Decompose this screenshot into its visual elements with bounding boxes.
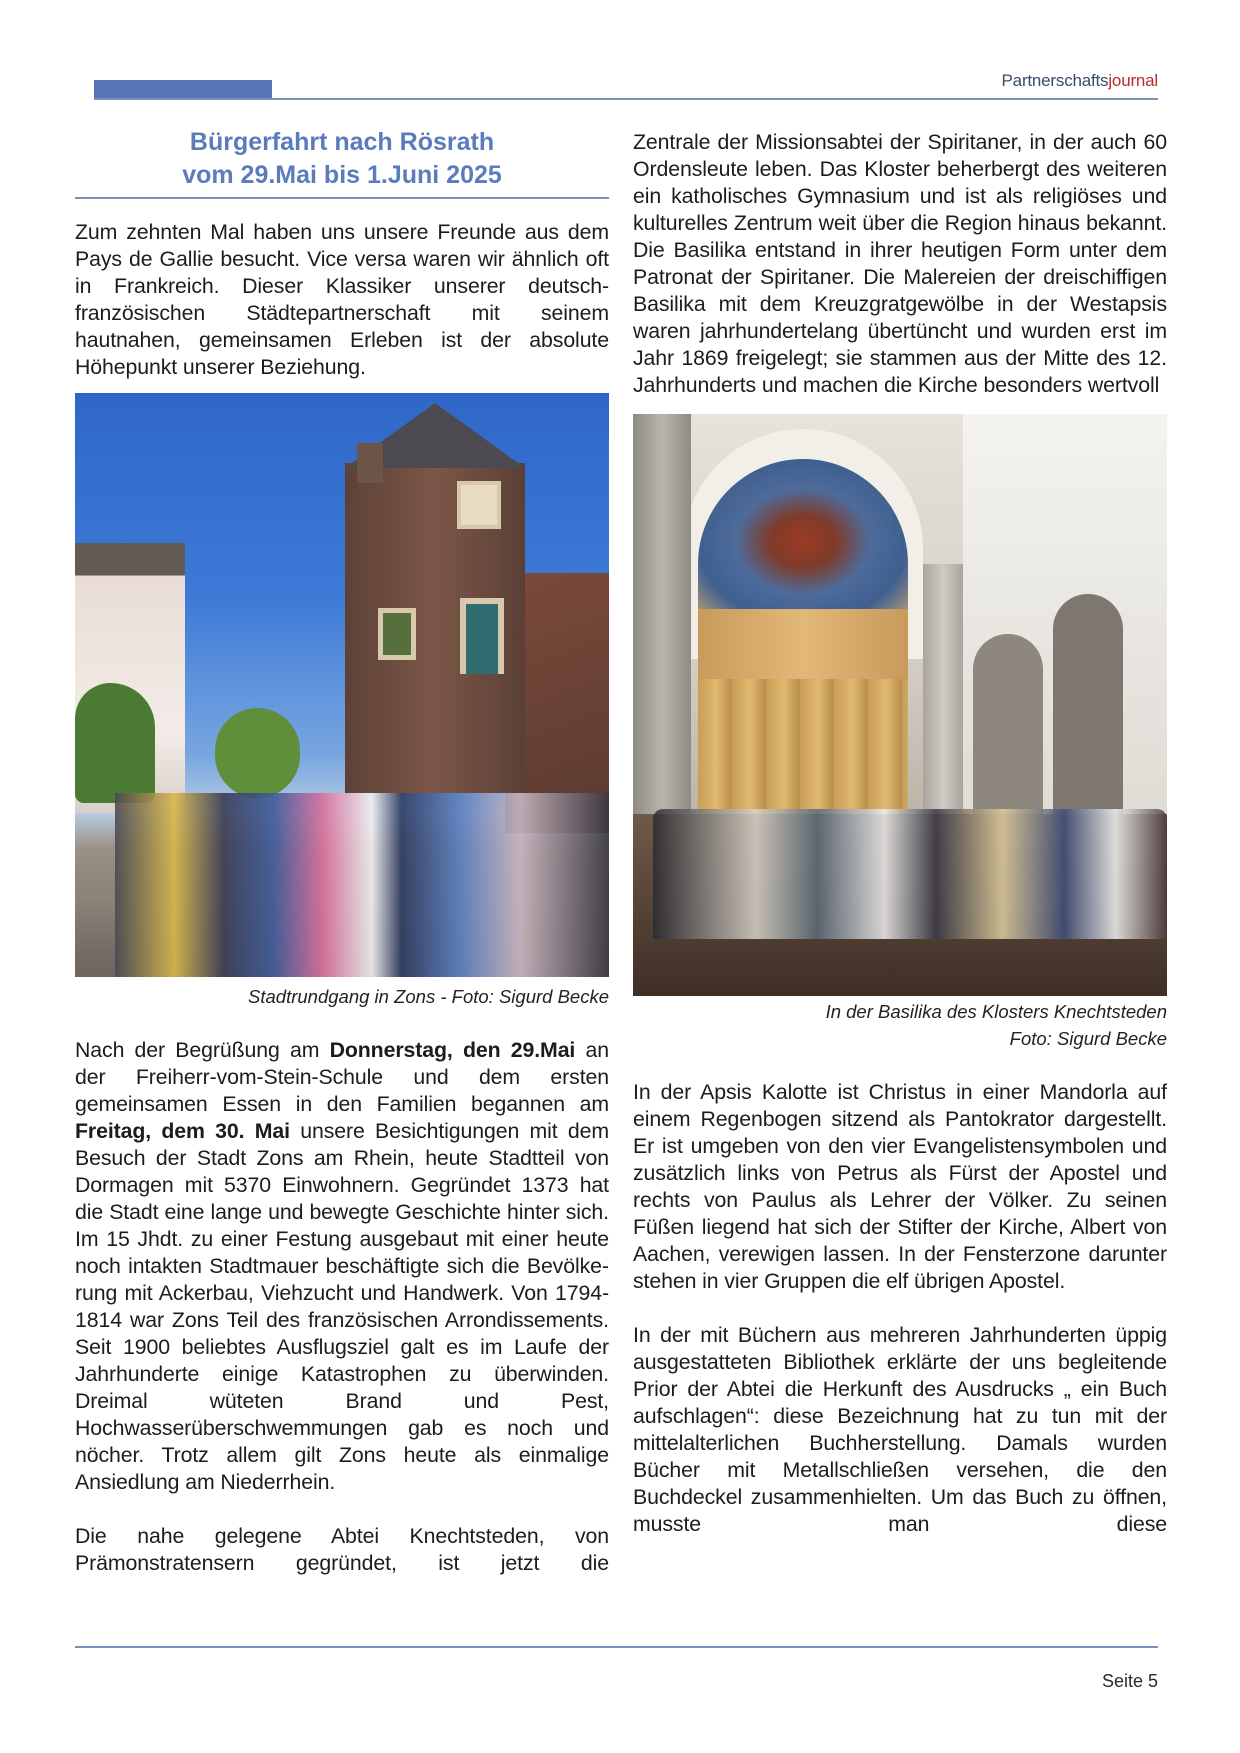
photo-tree-shape	[215, 708, 300, 798]
date-highlight-friday: Freitag, dem 30. Mai	[75, 1119, 290, 1143]
text-run: an der Freiherr-vom-Stein-Schule und dem ersten gemeinsamen Essen in den Familien begannen am	[75, 1038, 609, 1116]
article-headline	[75, 126, 609, 199]
left-column	[75, 126, 609, 1577]
photo-arcade-shape	[1053, 594, 1123, 834]
headline-line-1: Bürgerfahrt nach Rösrath	[189, 128, 495, 156]
caption-line-2: Foto: Sigurd Becke	[1009, 1028, 1167, 1049]
page-number: Seite 5	[1101, 1671, 1158, 1691]
apse-paragraph: In der Apsis Kalotte ist Christus in einer Mandorla auf einem Regenbogen sitzend als Pantokrator dargestellt. Er ist umgeben von den vier Evangelistensymbolen und zusätzlich links von Petrus als Fürst der Apostel und rechts von Paulus als Lehrer der Völker. Zu seinen Füßen liegend hat sich der Stifter der Kirche, Albert von Aachen, verewigen lassen. In der Fensterzone darunter stehen in vier Gruppen die elf übrigen Apostel.	[633, 1080, 1167, 1293]
journal-title-accent: journal	[1108, 71, 1158, 90]
photo-tree-shape	[75, 683, 155, 803]
caption-line-1: In der Basilika des Klosters Knechtsteden	[825, 1001, 1167, 1022]
photo-pillar-shape	[633, 414, 691, 854]
photo-door-shape	[460, 598, 504, 674]
abbey-paragraph: Die nahe gelegene Abtei Knechtsteden, von Prämonstratensern gegründet, ist jetzt die	[75, 1524, 609, 1575]
journal-title	[1002, 71, 1158, 91]
footer-rule	[75, 1646, 1158, 1648]
photo-zons-tower	[75, 393, 609, 977]
library-paragraph: In der mit Büchern aus mehreren Jahrhunderten üppig ausgestatteten Bibliothek erklärte der uns begleitende Prior der Abtei die Herkunft des Ausdrucks „ ein Buch aufschlagen“: diese Bezeichnung hat zu tun mit der mittelalterlichen Buchherstellung. Damals wurden Bücher mit Metallschließen versehen, die den Buchdeckel zusammenhielten. Um das Buch zu öffnen, musste man diese	[633, 1323, 1167, 1536]
photo-window-shape	[457, 481, 501, 529]
journal-title-main: Partnerschafts	[1001, 71, 1109, 90]
photo-apostle-band-shape	[698, 609, 908, 679]
photo-zons-caption: Stadtrundgang in Zons - Foto: Sigurd Becke	[248, 986, 609, 1007]
text-run: unsere Besichtigungen mit dem Besuch der Stadt Zons am Rhein, heute Stadtteil von Dormagen mit 5370 Einwohnern. Gegründet 1373 hat die Stadt eine lange und bewegte Geschichte hinter sich. Im 15 Jhdt. zu einer Festung ausgebaut mit einer heute noch intakten Stadtmauer beschäftigte sich die Bevölkerung mit Ackerbau, Viehzucht und Handwerk. Von 1794-1814 war Zons Teil des französischen Arrondissements. Seit 1900 beliebtes Ausflugsziel galt es im Laufe der Jahrhunderte einige Katastrophen zu überwinden. Dreimal wüteten Brand und Pest, Hochwasserüberschwemmungen gab es noch und nöcher. Trotz allem gilt Zons heute als einmalige Ansiedlung am Niederrhein.	[75, 1119, 609, 1494]
right-column	[633, 129, 1167, 1538]
header-rule	[94, 98, 1158, 100]
photo-crowd-shape	[115, 793, 609, 977]
photo-arcade-shape	[973, 634, 1043, 834]
abbey-paragraph-continued: Zentrale der Missionsabtei der Spiritaner, in der auch 60 Ordensleute leben. Das Kloster beherbergt des weiteren ein katholisches Gymnasium und ist als religiöses und kulturelles Zentrum weit über die Region hinaus bekannt. Die Basilika entstand in ihrer heutigen Form unter dem Patronat der Spiritaner. Die Malereien der dreischiffigen Basilika mit dem Kreuzgratgewölbe in der Westapsis waren jahrhundertelang übertüncht und wurden erst im Jahr 1869 freigelegt; sie stammen aus der Mitte des 12. Jahrhunderts und machen die Kirche besonders wertvoll	[633, 130, 1167, 397]
photo-shutter-shape	[378, 608, 416, 660]
date-highlight-thursday: Donnerstag, den 29.Mai	[329, 1038, 576, 1062]
photo-chimney-shape	[357, 443, 383, 483]
photo-basilika	[633, 414, 1167, 996]
photo-people-shape	[653, 809, 1167, 939]
photo-basilika-caption	[633, 998, 1167, 1052]
header-color-block	[94, 80, 272, 99]
text-run: Nach der Begrüßung am	[75, 1038, 330, 1062]
intro-paragraph: Zum zehnten Mal haben uns unsere Freunde aus dem Pays de Gallie besucht. Vice versa waren wir ähnlich oft in Frankreich. Dieser Klassiker unserer deutsch-französischen Städtepartnerschaft mit seinem hautnahen, gemeinsamen Erleben ist der absolute Höhepunkt unserer Beziehung.	[75, 220, 609, 379]
zons-paragraph	[75, 1037, 609, 1496]
headline-line-2: vom 29.Mai bis 1.Juni 2025	[182, 161, 502, 189]
photo-curtain-shape	[698, 679, 908, 829]
